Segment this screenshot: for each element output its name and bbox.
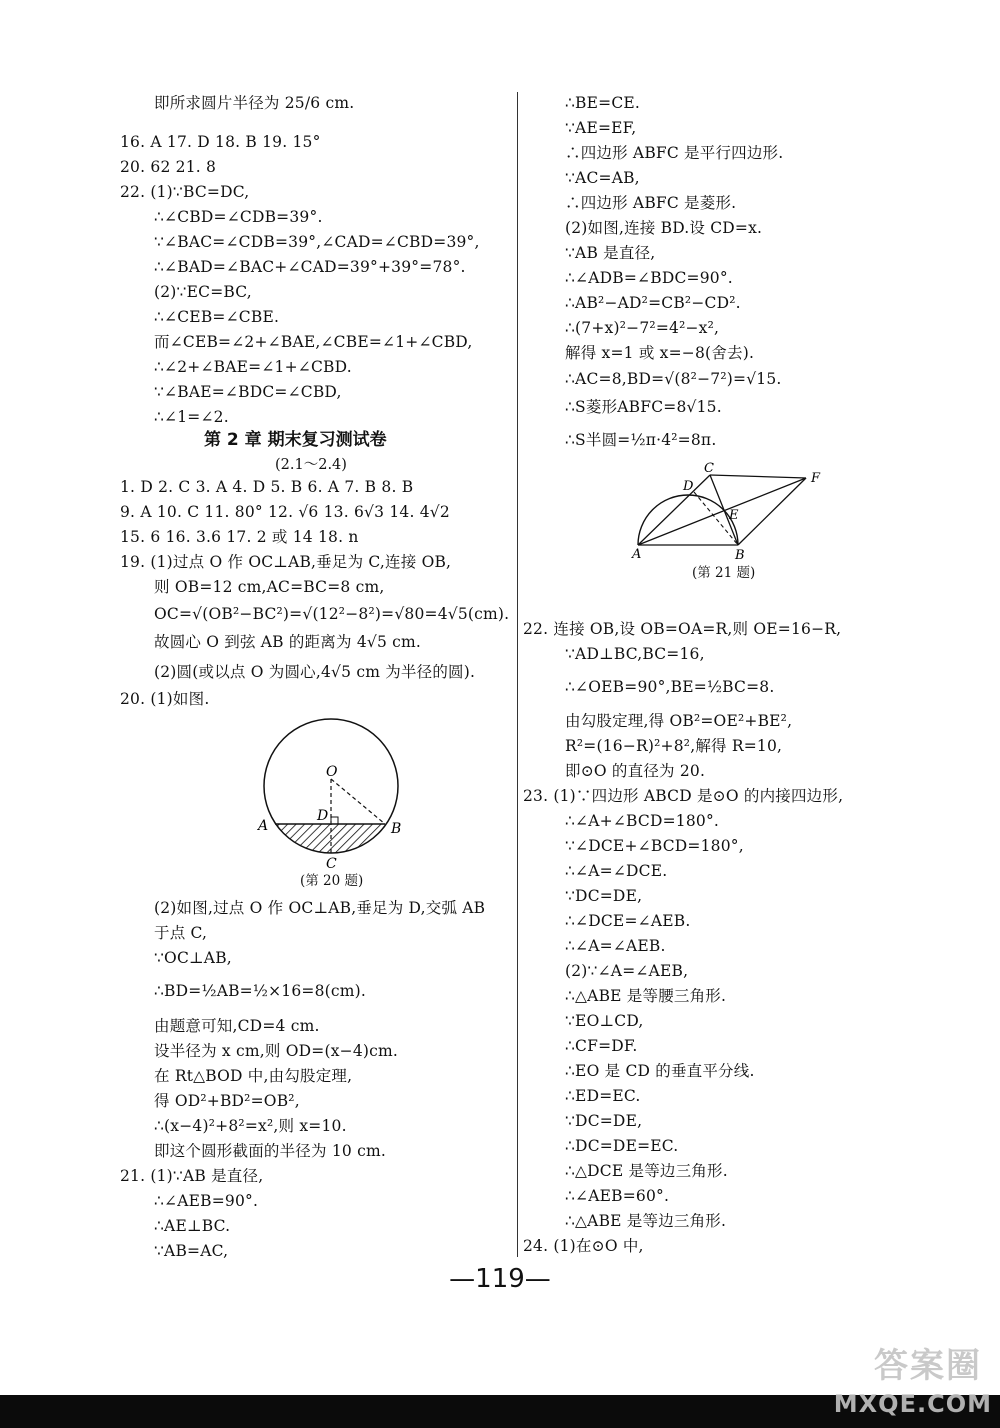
text-line: ∴△ABE 是等腰三角形. — [565, 987, 727, 1005]
text-line: ∴△ABE 是等边三角形. — [565, 1212, 727, 1230]
text-line: ∴∠ADB=∠BDC=90°. — [565, 269, 733, 287]
segment-ob — [331, 779, 385, 824]
figure-21-diagram — [628, 460, 828, 564]
text-line: 由题意可知,CD=4 cm. — [154, 1017, 320, 1035]
chapter-range: (2.1～2.4) — [275, 457, 347, 473]
text-line: ∴S菱形ABFC=8√15. — [565, 398, 722, 416]
text-line: ∵∠DCE+∠BCD=180°, — [565, 837, 744, 855]
text-line: ∴∠AEB=90°. — [154, 1192, 259, 1210]
text-line: ∴∠OEB=90°,BE=½BC=8. — [565, 678, 775, 696]
text-line: 而∠CEB=∠2+∠BAE,∠CBE=∠1+∠CBD, — [154, 333, 473, 351]
figure-20-diagram — [255, 712, 405, 897]
text-line: 23. (1)∵四边形 ABCD 是⊙O 的内接四边形, — [523, 787, 844, 805]
text-line: 21. (1)∵AB 是直径, — [120, 1167, 264, 1185]
text-line: ∴BD=½AB=½×16=8(cm). — [154, 982, 367, 1000]
text-line: (2)∵EC=BC, — [154, 283, 252, 301]
text-line: 22. (1)∵BC=DC, — [120, 183, 250, 201]
text-line: 15. 6 16. 3.6 17. 2 或 14 18. n — [120, 528, 359, 546]
text-line: ∵EO⊥CD, — [565, 1012, 644, 1030]
text-line: ∴EO 是 CD 的垂直平分线. — [565, 1062, 755, 1080]
figure-21-caption: (第 21 题) — [692, 565, 756, 581]
text-line: ∴∠A+∠BCD=180°. — [565, 812, 720, 830]
chapter-heading: 第 2 章 期末复习测试卷 — [204, 430, 387, 450]
text-line: ∴∠DCE=∠AEB. — [565, 912, 691, 930]
text-line: 得 OD²+BD²=OB², — [154, 1092, 300, 1110]
text-line: ∴CF=DF. — [565, 1037, 638, 1055]
label-d: D — [317, 808, 329, 824]
text-line: ∵DC=DE, — [565, 887, 643, 905]
label-c: C — [704, 461, 714, 476]
text-line: ∵AE=EF, — [565, 119, 637, 137]
text-line: (2)如图,过点 O 作 OC⊥AB,垂足为 D,交弧 AB — [154, 899, 486, 917]
page-number: —119— — [449, 1264, 551, 1294]
text-line: ∴△DCE 是等边三角形. — [565, 1162, 728, 1180]
text-line: ∴∠CBD=∠CDB=39°. — [154, 208, 323, 226]
text-line: ∴∠A=∠DCE. — [565, 862, 668, 880]
label-b: B — [391, 821, 402, 837]
text-line: ∵DC=DE, — [565, 1112, 643, 1130]
text-line: ∵OC⊥AB, — [154, 949, 232, 967]
watermark-domain: MXQE.COM — [833, 1390, 992, 1418]
text-line: (2)圆(或以点 O 为圆心,4√5 cm 为半径的圆). — [154, 663, 476, 681]
text-line: 由勾股定理,得 OB²=OE²+BE², — [565, 712, 793, 730]
watermark-logo — [833, 1338, 992, 1424]
text-line: ∴AE⊥BC. — [154, 1217, 231, 1235]
column-divider — [517, 92, 518, 1257]
text-line: 1. D 2. C 3. A 4. D 5. B 6. A 7. B 8. B — [120, 478, 414, 496]
label-e: E — [729, 508, 739, 523]
label-o: O — [326, 764, 338, 780]
text-line: 19. (1)过点 O 作 OC⊥AB,垂足为 C,连接 OB, — [120, 553, 452, 571]
segment-bf — [738, 478, 806, 545]
text-line: ∴∠BAD=∠BAC+∠CAD=39°+39°=78°. — [154, 258, 466, 276]
text-line: ∴四边形 ABFC 是菱形. — [565, 194, 737, 212]
right-angle-mark — [331, 817, 338, 824]
text-line: 即这个圆形截面的半径为 10 cm. — [154, 1142, 386, 1160]
text-line: ∴∠A=∠AEB. — [565, 937, 666, 955]
text-line: ∴(x−4)²+8²=x²,则 x=10. — [154, 1117, 347, 1135]
watermark-text: 答案圈 — [874, 1346, 982, 1386]
text-line: 9. A 10. C 11. 80° 12. √6 13. 6√3 14. 4√2 — [120, 503, 450, 521]
text-line: 20. (1)如图. — [120, 690, 210, 708]
text-line: ∴(7+x)²−7²=4²−x², — [565, 319, 720, 337]
semicircle-arc — [638, 495, 738, 545]
text-line: 在 Rt△BOD 中,由勾股定理, — [154, 1067, 353, 1085]
text-line: 解得 x=1 或 x=−8(舍去). — [565, 344, 755, 362]
text-line: ∵∠BAC=∠CDB=39°,∠CAD=∠CBD=39°, — [154, 233, 480, 251]
text-line: OC=√(OB²−BC²)=√(12²−8²)=√80=4√5(cm). — [154, 605, 510, 623]
text-line: R²=(16−R)²+8²,解得 R=10, — [565, 737, 783, 755]
text-line: ∴AC=8,BD=√(8²−7²)=√15. — [565, 370, 782, 388]
text-line: ∴AB²−AD²=CB²−CD². — [565, 294, 741, 312]
text-line: 设半径为 x cm,则 OD=(x−4)cm. — [154, 1042, 399, 1060]
figure-20 — [255, 712, 405, 897]
segment-af — [638, 478, 806, 545]
text-line: ∴∠1=∠2. — [154, 408, 229, 426]
text-line: ∴∠CEB=∠CBE. — [154, 308, 280, 326]
text-line: 则 OB=12 cm,AC=BC=8 cm, — [154, 578, 385, 596]
text-line: ∴∠AEB=60°. — [565, 1187, 670, 1205]
text-line: ∴ED=EC. — [565, 1087, 641, 1105]
text-line: 即所求圆片半径为 25/6 cm. — [154, 94, 355, 112]
text-line: 22. 连接 OB,设 OB=OA=R,则 OE=16−R, — [523, 620, 842, 638]
label-d: D — [683, 479, 694, 494]
text-line: ∴S半圆=½π·4²=8π. — [565, 431, 717, 449]
text-line: ∴BE=CE. — [565, 94, 641, 112]
segment-ac — [638, 475, 710, 545]
text-line: 24. (1)在⊙O 中, — [523, 1237, 644, 1255]
text-line: ∴DC=DE=EC. — [565, 1137, 679, 1155]
text-line: 故圆心 O 到弦 AB 的距离为 4√5 cm. — [154, 633, 422, 651]
text-line: ∵AB 是直径, — [565, 244, 656, 262]
text-line: 即⊙O 的直径为 20. — [565, 762, 706, 780]
text-line: ∴∠2+∠BAE=∠1+∠CBD. — [154, 358, 352, 376]
segment-cf — [710, 475, 806, 478]
text-line: ∵AD⊥BC,BC=16, — [565, 645, 705, 663]
text-line: 于点 C, — [154, 924, 208, 942]
text-line: (2)如图,连接 BD.设 CD=x. — [565, 219, 763, 237]
label-c: C — [326, 856, 337, 872]
label-f: F — [811, 471, 821, 486]
text-line: ∴四边形 ABFC 是平行四边形. — [565, 144, 784, 162]
text-line: 20. 62 21. 8 — [120, 158, 217, 176]
label-a: A — [632, 547, 642, 562]
text-line: ∵∠BAE=∠BDC=∠CBD, — [154, 383, 342, 401]
figure-21 — [628, 460, 828, 582]
figure-20-caption: (第 20 题) — [300, 873, 364, 889]
text-line: ∵AB=AC, — [154, 1242, 229, 1260]
text-line: ∵AC=AB, — [565, 169, 640, 187]
text-line: (2)∵∠A=∠AEB, — [565, 962, 689, 980]
label-a: A — [258, 818, 269, 834]
label-b: B — [735, 548, 745, 563]
text-line: 16. A 17. D 18. B 19. 15° — [120, 133, 321, 151]
